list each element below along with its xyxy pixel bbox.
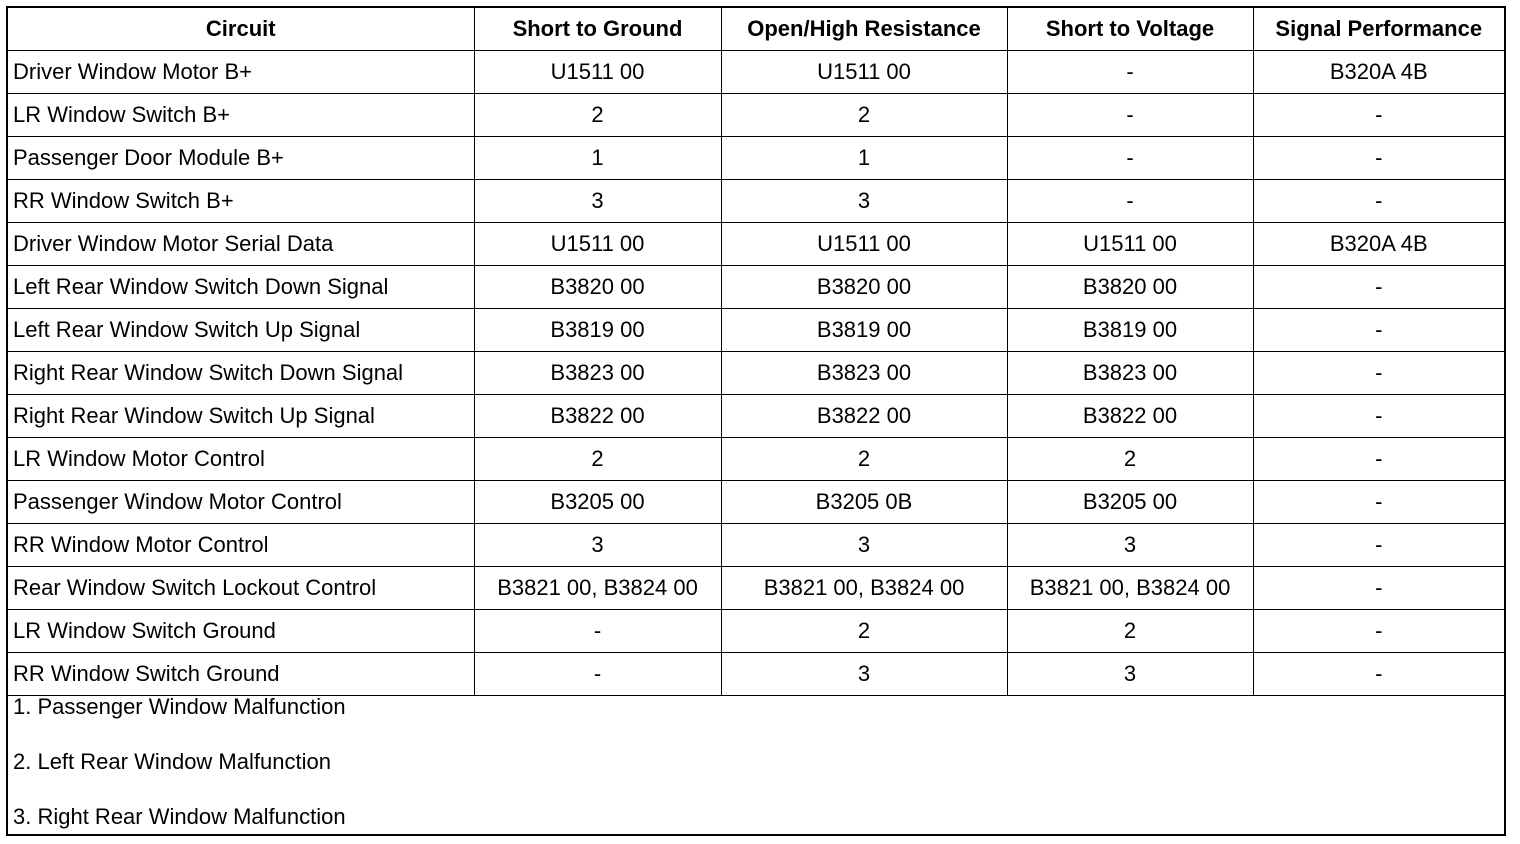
short-to-voltage-cell: 2 xyxy=(1007,438,1253,481)
signal-performance-cell: - xyxy=(1253,395,1504,438)
short-to-voltage-cell: 3 xyxy=(1007,653,1253,696)
short-to-ground-cell: B3821 00, B3824 00 xyxy=(474,567,721,610)
open-high-resistance-cell: B3821 00, B3824 00 xyxy=(721,567,1007,610)
short-to-voltage-cell: - xyxy=(1007,51,1253,94)
table-row xyxy=(8,395,1504,438)
table-row xyxy=(8,481,1504,524)
table-row xyxy=(8,180,1504,223)
open-high-resistance-cell: B3823 00 xyxy=(721,352,1007,395)
circuit-cell: Passenger Window Motor Control xyxy=(8,481,474,524)
circuit-fault-table xyxy=(8,8,1504,696)
open-high-resistance-cell: 3 xyxy=(721,180,1007,223)
signal-performance-cell: B320A 4B xyxy=(1253,51,1504,94)
short-to-voltage-cell: 2 xyxy=(1007,610,1253,653)
signal-performance-cell: - xyxy=(1253,180,1504,223)
table-header-row xyxy=(8,8,1504,51)
table-row xyxy=(8,524,1504,567)
short-to-ground-cell: U1511 00 xyxy=(474,223,721,266)
footnote-2: 2. Left Rear Window Malfunction xyxy=(13,749,331,774)
signal-performance-cell: - xyxy=(1253,438,1504,481)
open-high-resistance-cell: B3819 00 xyxy=(721,309,1007,352)
open-high-resistance-cell: 1 xyxy=(721,137,1007,180)
signal-performance-cell: - xyxy=(1253,524,1504,567)
fault-matrix-table-frame xyxy=(6,6,1506,836)
header-open-high-resistance: Open/High Resistance xyxy=(721,8,1007,51)
table-row xyxy=(8,610,1504,653)
circuit-cell: LR Window Switch B+ xyxy=(8,94,474,137)
table-row xyxy=(8,567,1504,610)
short-to-voltage-cell: B3823 00 xyxy=(1007,352,1253,395)
open-high-resistance-cell: 2 xyxy=(721,610,1007,653)
short-to-ground-cell: 3 xyxy=(474,180,721,223)
short-to-ground-cell: - xyxy=(474,653,721,696)
circuit-cell: RR Window Motor Control xyxy=(8,524,474,567)
open-high-resistance-cell: U1511 00 xyxy=(721,51,1007,94)
short-to-ground-cell: U1511 00 xyxy=(474,51,721,94)
short-to-ground-cell: B3823 00 xyxy=(474,352,721,395)
short-to-voltage-cell: 3 xyxy=(1007,524,1253,567)
table-row xyxy=(8,94,1504,137)
open-high-resistance-cell: 3 xyxy=(721,524,1007,567)
short-to-ground-cell: 1 xyxy=(474,137,721,180)
table-body xyxy=(8,51,1504,696)
circuit-cell: Rear Window Switch Lockout Control xyxy=(8,567,474,610)
table-row xyxy=(8,137,1504,180)
signal-performance-cell: - xyxy=(1253,481,1504,524)
signal-performance-cell: - xyxy=(1253,610,1504,653)
header-signal-performance: Signal Performance xyxy=(1253,8,1504,51)
open-high-resistance-cell: B3820 00 xyxy=(721,266,1007,309)
open-high-resistance-cell: B3822 00 xyxy=(721,395,1007,438)
short-to-ground-cell: 3 xyxy=(474,524,721,567)
open-high-resistance-cell: B3205 0B xyxy=(721,481,1007,524)
open-high-resistance-cell: 2 xyxy=(721,94,1007,137)
circuit-cell: Left Rear Window Switch Down Signal xyxy=(8,266,474,309)
circuit-cell: RR Window Switch B+ xyxy=(8,180,474,223)
short-to-voltage-cell: B3822 00 xyxy=(1007,395,1253,438)
circuit-cell: LR Window Motor Control xyxy=(8,438,474,481)
signal-performance-cell: - xyxy=(1253,567,1504,610)
short-to-voltage-cell: B3820 00 xyxy=(1007,266,1253,309)
circuit-cell: RR Window Switch Ground xyxy=(8,653,474,696)
open-high-resistance-cell: 3 xyxy=(721,653,1007,696)
short-to-voltage-cell: - xyxy=(1007,94,1253,137)
short-to-ground-cell: B3205 00 xyxy=(474,481,721,524)
circuit-cell: Right Rear Window Switch Up Signal xyxy=(8,395,474,438)
header-short-to-ground: Short to Ground xyxy=(474,8,721,51)
table-row xyxy=(8,223,1504,266)
signal-performance-cell: - xyxy=(1253,94,1504,137)
short-to-voltage-cell: B3205 00 xyxy=(1007,481,1253,524)
open-high-resistance-cell: 2 xyxy=(721,438,1007,481)
short-to-voltage-cell: U1511 00 xyxy=(1007,223,1253,266)
short-to-ground-cell: - xyxy=(474,610,721,653)
circuit-cell: LR Window Switch Ground xyxy=(8,610,474,653)
signal-performance-cell: - xyxy=(1253,352,1504,395)
short-to-ground-cell: 2 xyxy=(474,94,721,137)
short-to-voltage-cell: - xyxy=(1007,137,1253,180)
circuit-cell: Left Rear Window Switch Up Signal xyxy=(8,309,474,352)
signal-performance-cell: - xyxy=(1253,266,1504,309)
short-to-voltage-cell: - xyxy=(1007,180,1253,223)
header-circuit: Circuit xyxy=(8,8,474,51)
short-to-ground-cell: B3819 00 xyxy=(474,309,721,352)
footnote-3: 3. Right Rear Window Malfunction xyxy=(13,804,346,829)
footnotes xyxy=(8,685,1504,834)
signal-performance-cell: - xyxy=(1253,309,1504,352)
short-to-ground-cell: B3822 00 xyxy=(474,395,721,438)
short-to-voltage-cell: B3821 00, B3824 00 xyxy=(1007,567,1253,610)
footnote-1: 1. Passenger Window Malfunction xyxy=(13,694,346,719)
circuit-cell: Driver Window Motor B+ xyxy=(8,51,474,94)
circuit-cell: Passenger Door Module B+ xyxy=(8,137,474,180)
table-row xyxy=(8,51,1504,94)
signal-performance-cell: - xyxy=(1253,137,1504,180)
table-row xyxy=(8,352,1504,395)
short-to-voltage-cell: B3819 00 xyxy=(1007,309,1253,352)
short-to-ground-cell: 2 xyxy=(474,438,721,481)
short-to-ground-cell: B3820 00 xyxy=(474,266,721,309)
table-row xyxy=(8,438,1504,481)
table-row xyxy=(8,309,1504,352)
signal-performance-cell: B320A 4B xyxy=(1253,223,1504,266)
header-short-to-voltage: Short to Voltage xyxy=(1007,8,1253,51)
open-high-resistance-cell: U1511 00 xyxy=(721,223,1007,266)
circuit-cell: Driver Window Motor Serial Data xyxy=(8,223,474,266)
table-row xyxy=(8,266,1504,309)
signal-performance-cell: - xyxy=(1253,653,1504,696)
circuit-cell: Right Rear Window Switch Down Signal xyxy=(8,352,474,395)
